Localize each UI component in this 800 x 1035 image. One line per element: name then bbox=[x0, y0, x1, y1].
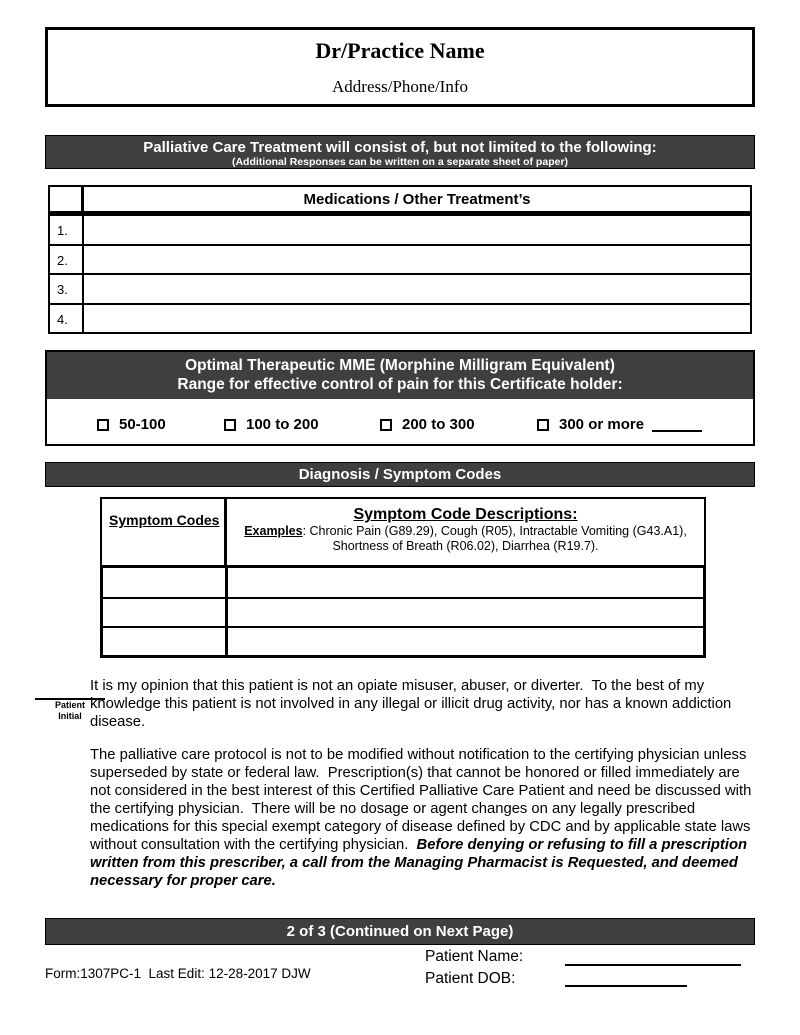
mme-option-200-300[interactable] bbox=[380, 416, 475, 433]
mme-option-50-100[interactable] bbox=[97, 416, 166, 433]
opinion-paragraph: It is my opinion that this patient is not an opiate misuser, abuser, or diverter. To the best of my knowledge this patient is not involved in any illegal or illicit drug activity, nor has a known addiction disease. bbox=[90, 678, 736, 730]
medication-row-input[interactable] bbox=[84, 246, 750, 274]
symptom-examples-line1 bbox=[227, 524, 704, 539]
mme-option-label: 50-100 bbox=[119, 416, 166, 433]
checkbox-icon[interactable] bbox=[537, 419, 549, 431]
mme-title-line1: Optimal Therapeutic MME (Morphine Milligram Equivalent) bbox=[185, 357, 615, 374]
mme-option-label: 200 to 300 bbox=[402, 416, 475, 433]
mme-section-header bbox=[47, 352, 753, 399]
symptom-description-input[interactable] bbox=[228, 628, 703, 655]
mme-option-label: 300 or more bbox=[559, 416, 645, 433]
practice-header-box bbox=[45, 27, 755, 107]
symptom-row bbox=[103, 626, 703, 655]
protocol-paragraph bbox=[90, 746, 756, 890]
mme-option-100-200[interactable] bbox=[224, 416, 319, 433]
medications-table-header-row bbox=[50, 187, 750, 214]
medication-row-input[interactable] bbox=[84, 275, 750, 303]
medication-row-input[interactable] bbox=[84, 216, 750, 244]
examples-text: : Chronic Pain (G89.29), Cough (R05), Intractable Vomiting (G43.A1), bbox=[302, 524, 687, 538]
medications-table bbox=[48, 185, 752, 334]
mme-option-label: 100 to 200 bbox=[246, 416, 319, 433]
checkbox-icon[interactable] bbox=[380, 419, 392, 431]
medication-row bbox=[50, 214, 750, 244]
symptom-code-input[interactable] bbox=[103, 628, 228, 655]
mme-option-300-or-more[interactable] bbox=[537, 416, 702, 433]
symptom-code-input[interactable] bbox=[103, 599, 228, 626]
medication-row bbox=[50, 244, 750, 274]
protocol-paragraph-text: The palliative care protocol is not to be modified without notification to the certifying physician unless superseded by state or federal law. Prescription(s) that cannot be honored or filled immediately are not considered in the best interest of this Certified Palliative Care Patient and need be discussed with the certifying physician. There will be no dosage or agent changes on any legally prescribed medications for this special exempt category of disease defined by CDC and by applicable state laws without consultation with the certifying physician. bbox=[90, 747, 756, 853]
examples-label: Examples bbox=[244, 524, 303, 538]
checkbox-icon[interactable] bbox=[97, 419, 109, 431]
medication-row-input[interactable] bbox=[84, 305, 750, 333]
symptom-descriptions-header-cell bbox=[227, 499, 704, 565]
symptom-examples-line2: Shortness of Breath (R06.02), Diarrhea (R19.7). bbox=[332, 539, 599, 553]
medications-number-header-cell bbox=[50, 187, 84, 211]
medication-row-number: 3. bbox=[50, 275, 84, 303]
practice-address-info: Address/Phone/Info bbox=[332, 77, 468, 96]
medication-row bbox=[50, 303, 750, 333]
patient-name-label: Patient Name: bbox=[425, 948, 524, 965]
medication-row-number: 4. bbox=[50, 305, 84, 333]
practice-name: Dr/Practice Name bbox=[315, 38, 485, 63]
patient-dob-input-line[interactable] bbox=[565, 970, 687, 987]
symptom-row bbox=[103, 597, 703, 626]
symptom-code-input[interactable] bbox=[103, 568, 228, 597]
symptom-descriptions-title: Symptom Code Descriptions: bbox=[353, 506, 578, 523]
diagnosis-banner: Diagnosis / Symptom Codes bbox=[45, 462, 755, 487]
symptom-table-header-row bbox=[100, 497, 706, 565]
patient-initial-label-line2: Initial bbox=[58, 711, 82, 721]
mme-options-row bbox=[47, 399, 753, 444]
medication-row-number: 2. bbox=[50, 246, 84, 274]
medications-header: Medications / Other Treatment’s bbox=[303, 191, 531, 208]
patient-dob-label: Patient DOB: bbox=[425, 970, 516, 987]
form-version-info: Form:1307PC-1 Last Edit: 12-28-2017 DJW bbox=[45, 966, 311, 981]
protocol-paragraph-emphasis: Before denying or refusing to fill a prescription written from this prescriber, a call from the Managing Pharmacist is Requested, and deemed necessary for proper care. bbox=[90, 837, 752, 889]
symptom-description-input[interactable] bbox=[228, 568, 703, 597]
symptom-table-body bbox=[100, 565, 706, 658]
patient-initial-label-line1: Patient bbox=[54, 700, 85, 710]
treatment-banner-title: Palliative Care Treatment will consist of, but not limited to the following: bbox=[143, 139, 657, 156]
patient-name-input-line[interactable] bbox=[565, 949, 741, 966]
mme-title-line2: Range for effective control of pain for this Certificate holder: bbox=[177, 376, 623, 393]
symptom-row bbox=[103, 568, 703, 597]
medication-row bbox=[50, 273, 750, 303]
treatment-banner bbox=[45, 135, 755, 169]
symptom-codes-header: Symptom Codes bbox=[102, 499, 227, 565]
page-number-banner: 2 of 3 (Continued on Next Page) bbox=[45, 918, 755, 945]
medication-row-number: 1. bbox=[50, 216, 84, 244]
treatment-banner-subtitle: (Additional Responses can be written on a separate sheet of paper) bbox=[231, 156, 569, 168]
symptom-codes-table bbox=[100, 497, 706, 658]
checkbox-icon[interactable] bbox=[224, 419, 236, 431]
symptom-description-input[interactable] bbox=[228, 599, 703, 626]
mme-write-in-line[interactable] bbox=[652, 418, 702, 432]
mme-section bbox=[45, 350, 755, 446]
